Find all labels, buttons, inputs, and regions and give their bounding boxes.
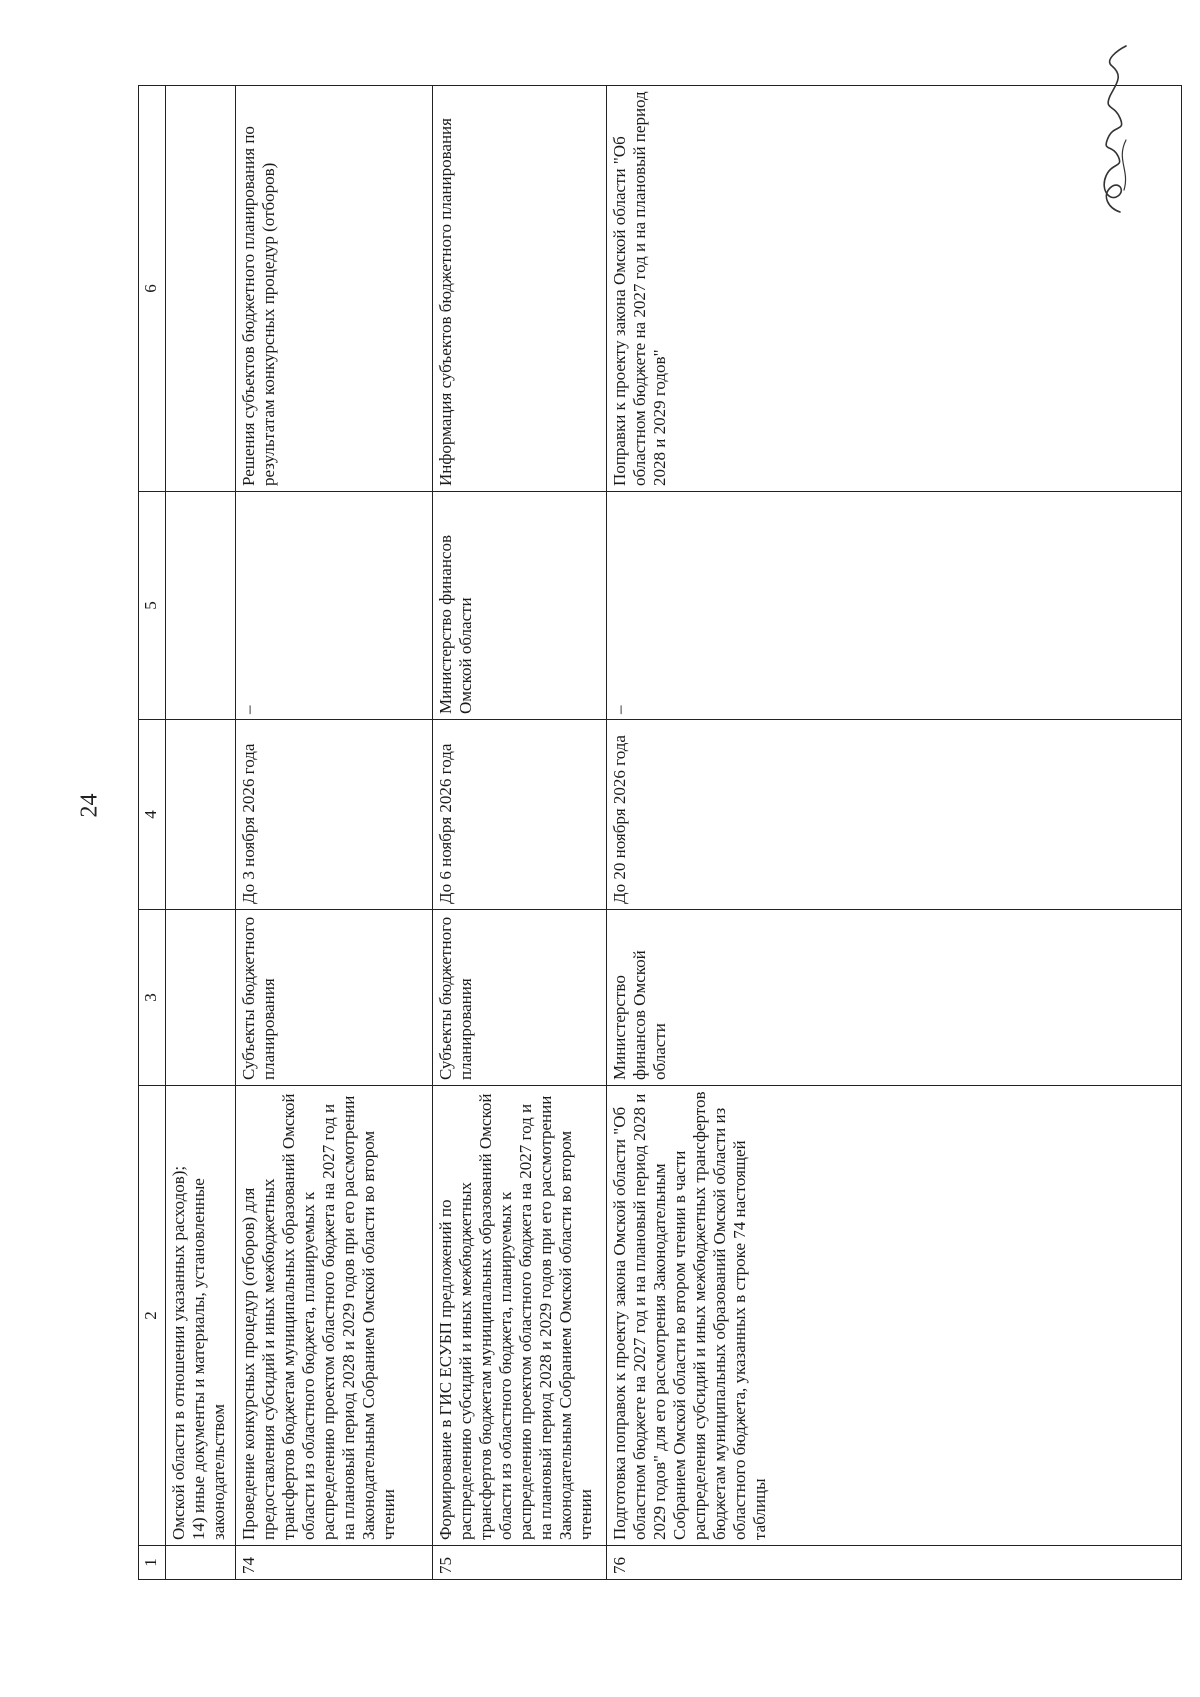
table-row <box>607 86 1182 1580</box>
event-cell: Формирование в ГИС ЕСУБП предложений по распределению субсидий и иных межбюджетных трансфертов бюджетам муниципальных образований Омской области из областного бюджета, планируемых к распределению проектом областного бюджета на 2027 год и на плановый период 2028 и 2029 годов при его рассмотрении Законодательным Собранием Омской области во втором чтении <box>433 1086 607 1546</box>
event-cell <box>166 1086 236 1546</box>
deadline-cell: До 6 ноября 2026 года <box>433 720 607 910</box>
recipient-cell: Министерство финансов Омской области <box>433 492 607 720</box>
row-number-cell: 75 <box>433 1546 607 1580</box>
table-row-continuation <box>166 86 236 1580</box>
result-cell: Решения субъектов бюджетного планирования по результатам конкурсных процедур (отборов) <box>236 86 433 492</box>
event-cell: Подготовка поправок к проекту закона Омской области "Об областном бюджете на 2027 год и на плановый период 2028 и 2029 годов" для его рассмотрения Законодательным Собранием Омской области во втором чтении в части распределения субсидий и иных межбюджетных трансфертов бюджетам муниципальных образований Омской области из областного бюджета, указанных в строке 74 настоящей таблицы <box>607 1086 1182 1546</box>
recipient-cell: – <box>607 492 1182 720</box>
deadline-cell: До 20 ноября 2026 года <box>607 720 1182 910</box>
recipient-cell: – <box>236 492 433 720</box>
row-number-cell: 76 <box>607 1546 1182 1580</box>
table-row <box>236 86 433 1580</box>
column-header: 4 <box>139 720 166 910</box>
result-cell: Поправки к проекту закона Омской области "Об областном бюджете на 2027 год и на плановый период 2028 и 2029 годов" <box>607 86 1182 492</box>
page-number: 24 <box>76 793 103 818</box>
continuation-line: Омской области в отношении указанных расходов); <box>169 1165 188 1540</box>
recipient-cell <box>166 492 236 720</box>
result-cell <box>166 86 236 492</box>
column-header: 3 <box>139 910 166 1086</box>
column-header: 1 <box>139 1546 166 1580</box>
row-number-cell: 74 <box>236 1546 433 1580</box>
result-cell: Информация субъектов бюджетного планирования <box>433 86 607 492</box>
column-header: 6 <box>139 86 166 492</box>
deadline-cell: До 3 ноября 2026 года <box>236 720 433 910</box>
column-header: 2 <box>139 1086 166 1546</box>
rotated-table-container <box>138 86 1182 1580</box>
executor-cell: Субъекты бюджетного планирования <box>433 910 607 1086</box>
signature-icon <box>1090 40 1138 220</box>
executor-cell <box>166 910 236 1086</box>
deadline-cell <box>166 720 236 910</box>
executor-cell: Субъекты бюджетного планирования <box>236 910 433 1086</box>
row-number-cell <box>166 1546 236 1580</box>
table-row <box>433 86 607 1580</box>
executor-cell: Министерство финансов Омской области <box>607 910 1182 1086</box>
continuation-line: 14) иные документы и материалы, установленные законодательством <box>189 1178 228 1540</box>
table-header-row <box>139 86 166 1580</box>
event-cell: Проведение конкурсных процедур (отборов) для предоставления субсидий и иных межбюджетных трансфертов бюджетам муниципальных образований Омской области из областного бюджета, планируемых к распределению проектом областного бюджета на 2027 год и на плановый период 2028 и 2029 годов при его рассмотрении Законодательным Собранием Омской области во втором чтении <box>236 1086 433 1546</box>
column-header: 5 <box>139 492 166 720</box>
schedule-table <box>138 85 1182 1580</box>
